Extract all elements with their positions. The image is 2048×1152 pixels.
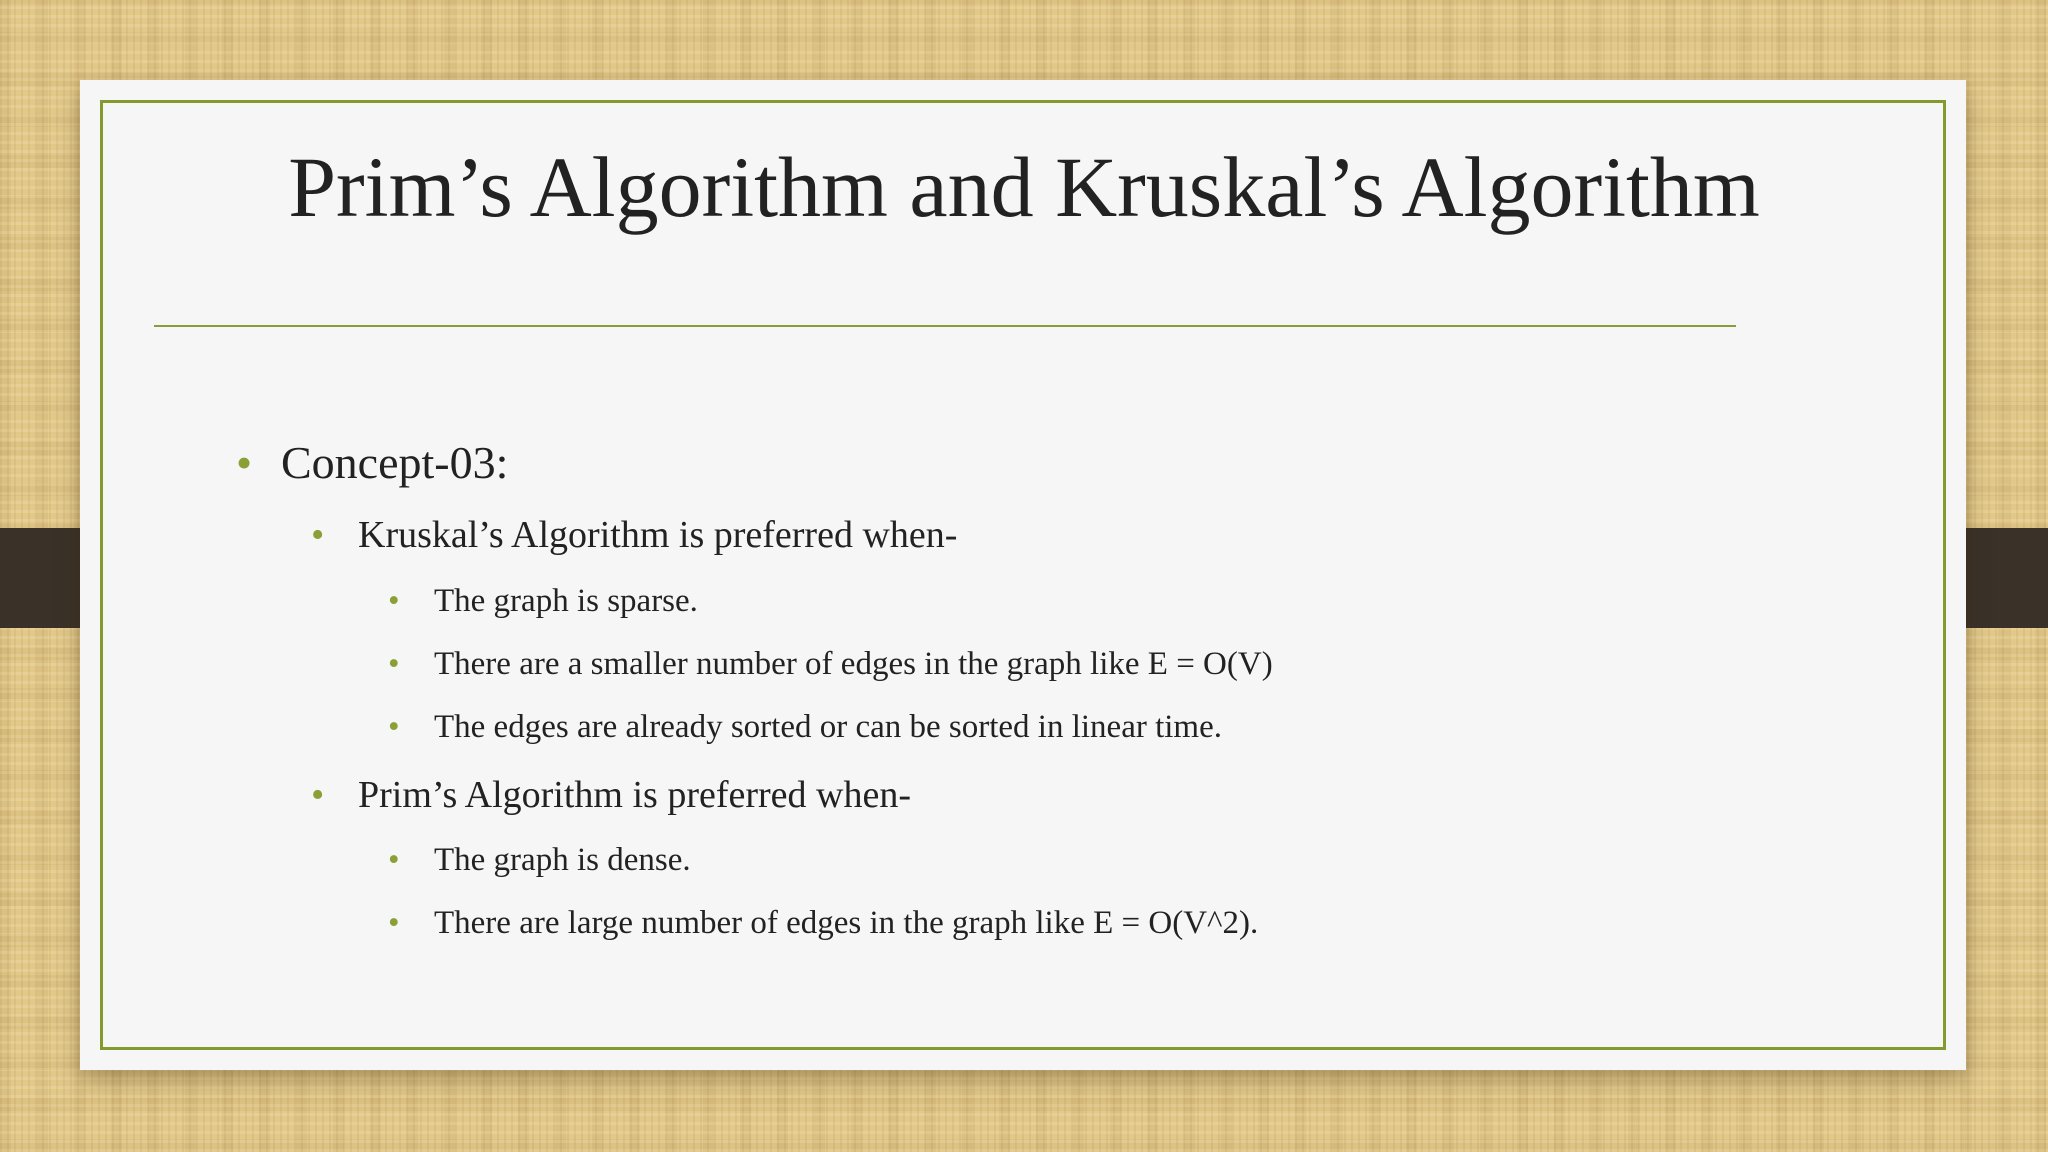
- slide-title: Prim’s Algorithm and Kruskal’s Algorithm: [288, 139, 1760, 235]
- bullet-icon: •: [388, 842, 400, 878]
- list-item: Concept-03:: [281, 437, 509, 488]
- list-item: Kruskal’s Algorithm is preferred when-: [358, 514, 958, 556]
- bullet-icon: •: [388, 583, 400, 619]
- list-item: There are a smaller number of edges in the graph like E = O(V): [434, 646, 1273, 682]
- list-item: The edges are already sorted or can be sorted in linear time.: [434, 709, 1222, 745]
- list-item: The graph is dense.: [434, 842, 691, 878]
- list-item: The graph is sparse.: [434, 583, 698, 619]
- bullet-icon: •: [236, 437, 253, 488]
- list-item: There are large number of edges in the graph like E = O(V^2).: [434, 905, 1259, 941]
- bullet-icon: •: [311, 774, 325, 816]
- bullet-icon: •: [388, 905, 400, 941]
- list-item: Prim’s Algorithm is preferred when-: [358, 774, 912, 816]
- title-divider: [154, 325, 1736, 327]
- bullet-icon: •: [388, 646, 400, 682]
- bullet-icon: •: [388, 709, 400, 745]
- bullet-icon: •: [311, 514, 325, 556]
